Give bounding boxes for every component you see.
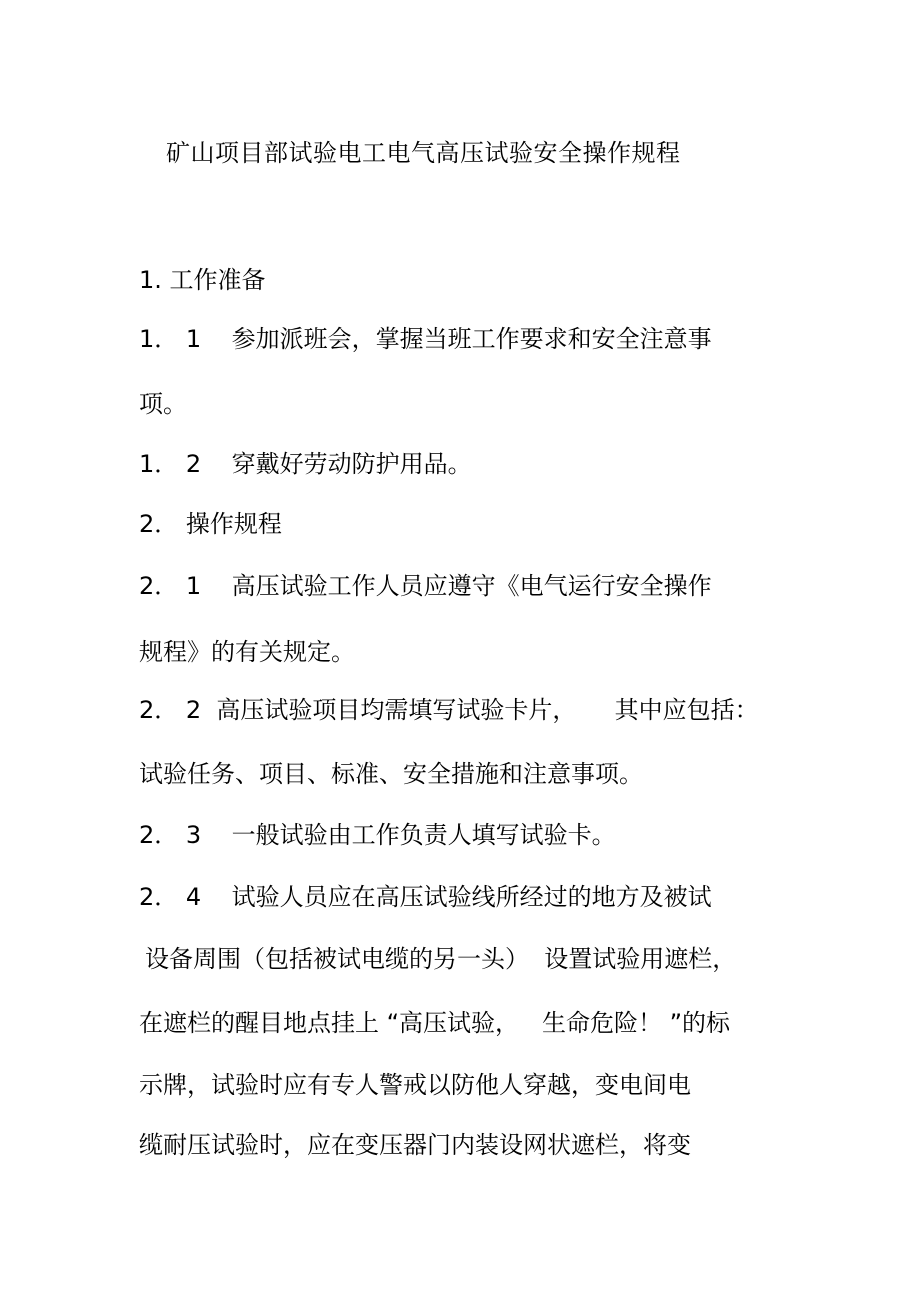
section-heading-1: 1. 工作准备: [139, 266, 266, 294]
paragraph-line: 2． 2 高压试验项目均需填写试验卡片， 其中应包括：: [139, 696, 759, 724]
paragraph-line: 示牌，试验时应有专人警戒以防他人穿越，变电间电: [139, 1071, 691, 1099]
paragraph-line: 1． 2 穿戴好劳动防护用品。: [139, 450, 472, 478]
document-title: 矿山项目部试验电工电气高压试验安全操作规程: [166, 139, 681, 167]
paragraph-line: 2． 3 一般试验由工作负责人填写试验卡。: [139, 821, 616, 849]
section-heading-2: 2． 操作规程: [139, 510, 282, 538]
paragraph-line: 规程》的有关规定。: [139, 638, 355, 666]
paragraph-line: 缆耐压试验时，应在变压器门内装设网状遮栏，将变: [139, 1131, 691, 1159]
paragraph-line: 设备周围（包括被试电缆的另一头） 设置试验用遮栏，: [145, 945, 737, 973]
paragraph-line: 1． 1 参加派班会，掌握当班工作要求和安全注意事: [139, 325, 712, 353]
paragraph-line: 2． 1 高压试验工作人员应遵守《电气运行安全操作: [139, 572, 712, 600]
paragraph-line: 项。: [139, 390, 187, 418]
paragraph-line: 2． 4 试验人员应在高压试验线所经过的地方及被试: [139, 883, 712, 911]
paragraph-line: 在遮栏的醒目地点挂上 “高压试验， 生命危险！ ”的标: [139, 1009, 731, 1037]
paragraph-line: 试验任务、项目、标准、安全措施和注意事项。: [139, 760, 643, 788]
